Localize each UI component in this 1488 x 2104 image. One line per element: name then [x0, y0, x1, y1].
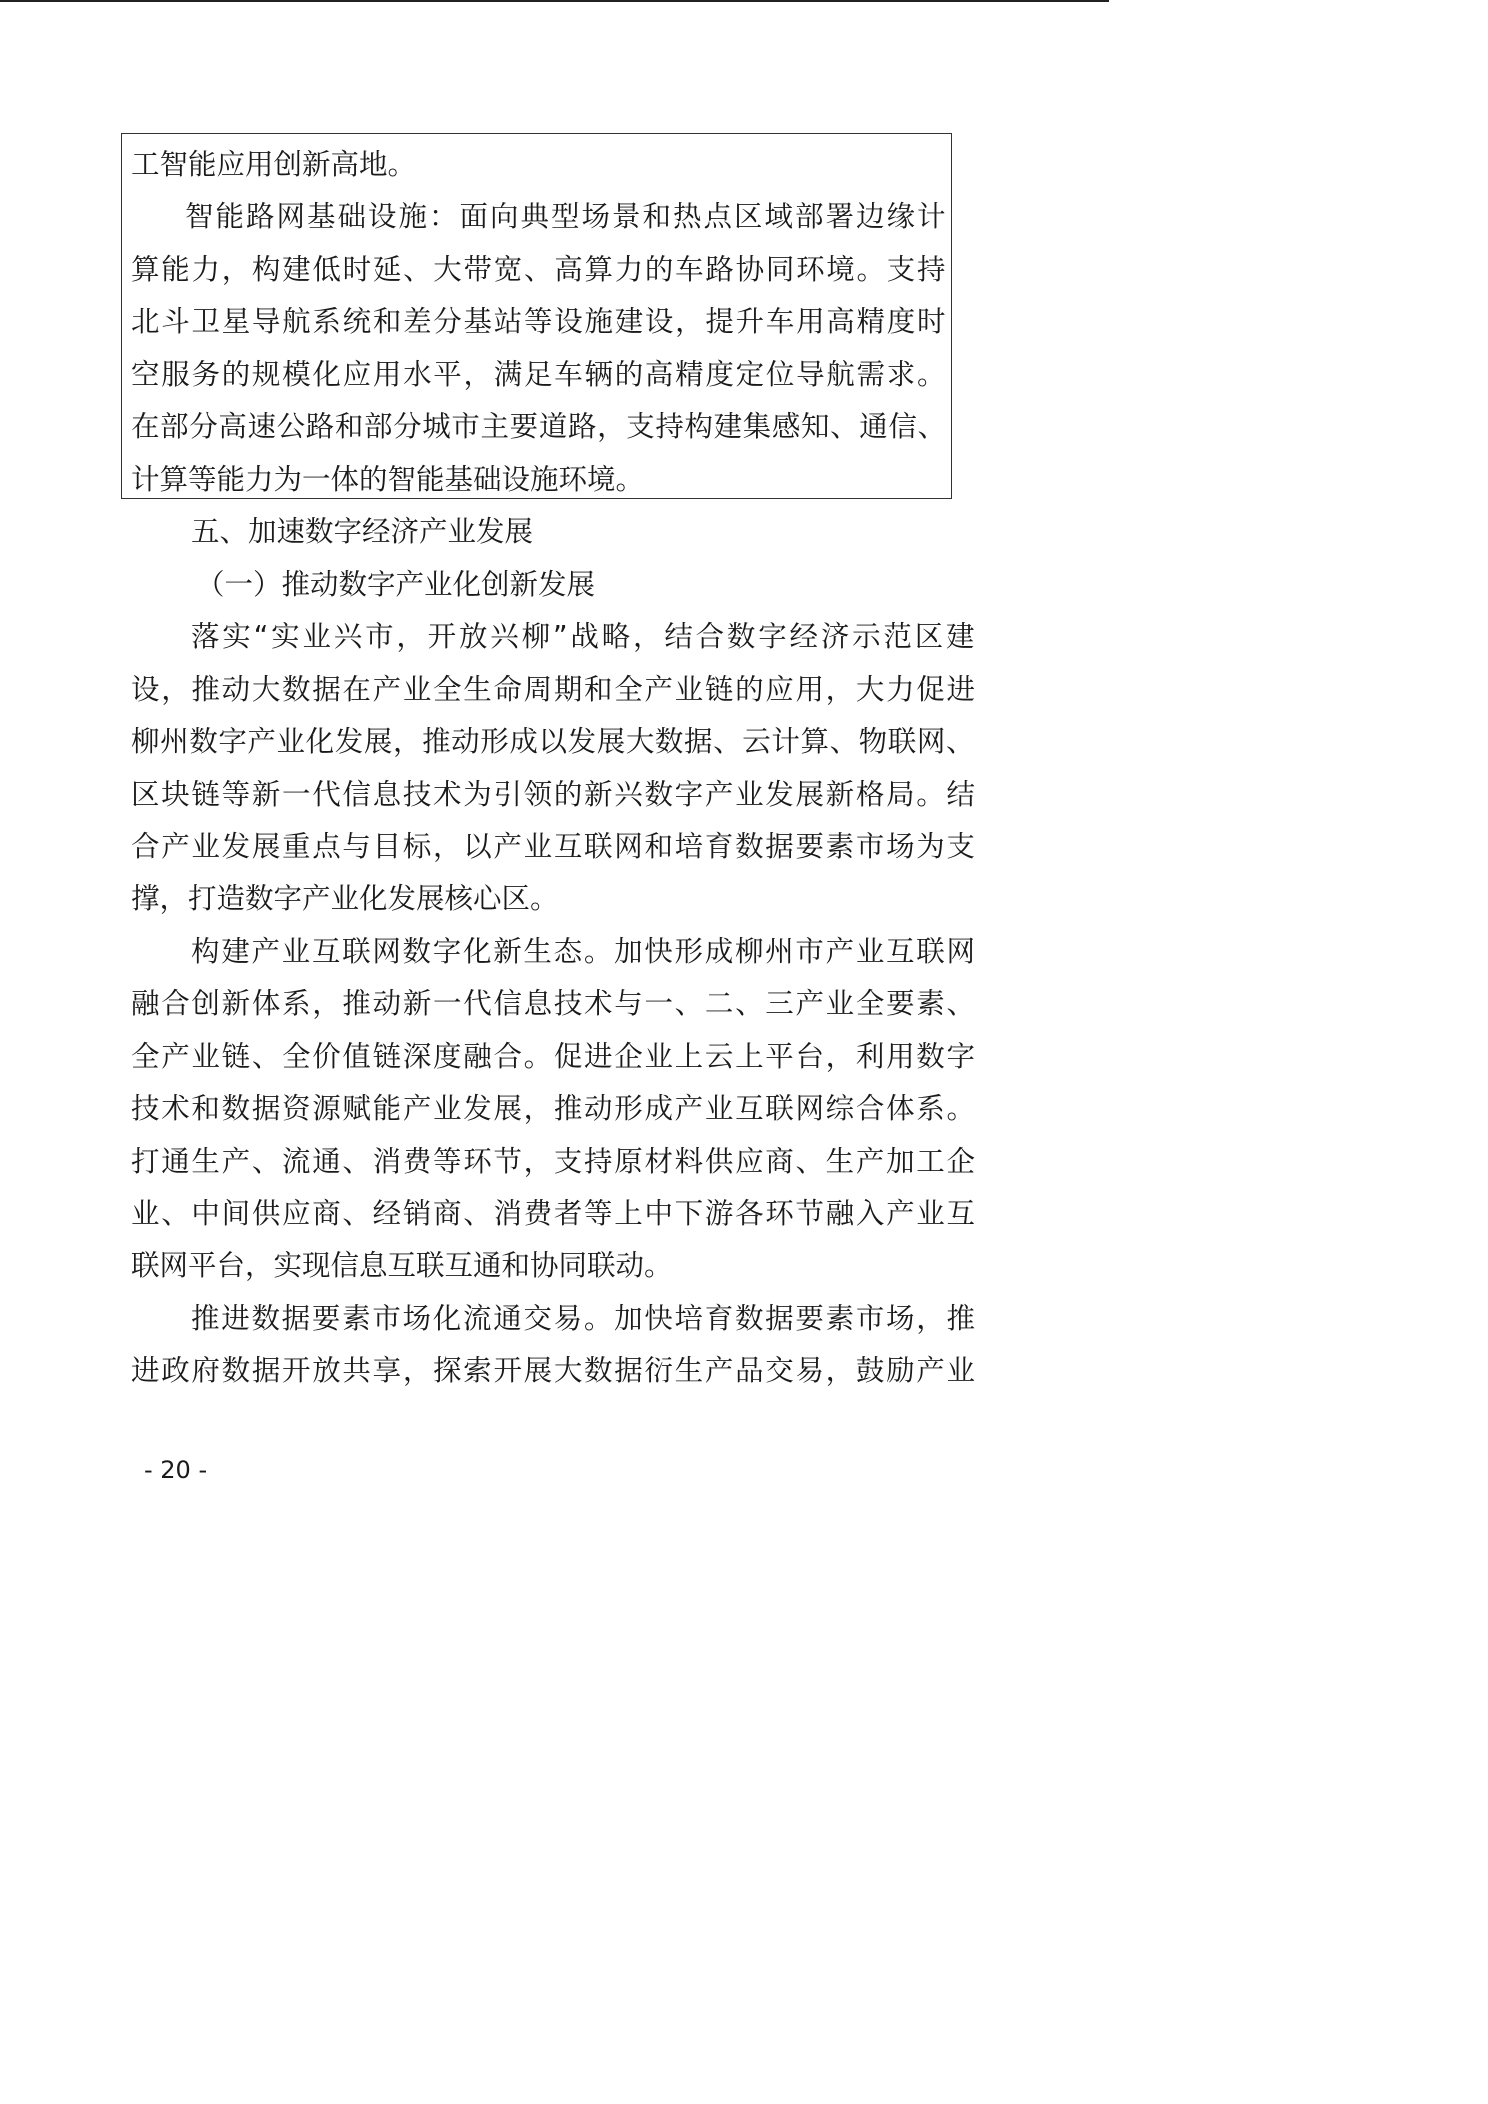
page-number: - 20 - [144, 1456, 208, 1484]
subsection-heading: （一）推动数字产业化创新发展 [196, 568, 596, 601]
box-line-5: 空服务的规模化应用水平，满足车辆的高精度定位导航需求。 [131, 358, 948, 391]
p2-line-6: 业、中间供应商、经销商、消费者等上中下游各环节融入产业互 [131, 1197, 977, 1230]
p2-line-1: 构建产业互联网数字化新生态。加快形成柳州市产业互联网 [191, 935, 977, 968]
box-line-6: 在部分高速公路和部分城市主要道路，支持构建集感知、通信、 [131, 410, 947, 443]
p2-line-2: 融合创新体系，推动新一代信息技术与一、二、三产业全要素、 [131, 987, 977, 1020]
box-line-4: 北斗卫星导航系统和差分基站等设施建设，提升车用高精度时 [131, 305, 948, 338]
section-heading: 五、加速数字经济产业发展 [191, 515, 534, 548]
box-line-7: 计算等能力为一体的智能基础设施环境。 [131, 463, 645, 496]
p1-line-4: 区块链等新一代信息技术为引领的新兴数字产业发展新格局。结 [131, 778, 977, 811]
top-border-rule [0, 0, 1109, 2]
p3-line-2: 进政府数据开放共享，探索开展大数据衍生产品交易，鼓励产业 [131, 1354, 977, 1387]
box-line-1: 工智能应用创新高地。 [131, 148, 417, 181]
box-line-2: 智能路网基础设施：面向典型场景和热点区域部署边缘计 [185, 200, 948, 233]
p2-line-4: 技术和数据资源赋能产业发展，推动形成产业互联网综合体系。 [131, 1092, 977, 1125]
box-line-3: 算能力，构建低时延、大带宽、高算力的车路协同环境。支持 [131, 253, 948, 286]
p1-line-2: 设，推动大数据在产业全生命周期和全产业链的应用，大力促进 [131, 673, 977, 706]
p1-line-5: 合产业发展重点与目标，以产业互联网和培育数据要素市场为支 [131, 830, 977, 863]
p2-line-7: 联网平台，实现信息互联互通和协同联动。 [131, 1249, 673, 1282]
p3-line-1: 推进数据要素市场化流通交易。加快培育数据要素市场，推 [191, 1302, 977, 1335]
p1-line-1: 落实“实业兴市，开放兴柳”战略，结合数字经济示范区建 [191, 620, 978, 653]
p1-line-3: 柳州数字产业化发展，推动形成以发展大数据、云计算、物联网、 [131, 725, 976, 758]
p2-line-5: 打通生产、流通、消费等环节，支持原材料供应商、生产加工企 [131, 1145, 977, 1178]
p2-line-3: 全产业链、全价值链深度融合。促进企业上云上平台，利用数字 [131, 1040, 977, 1073]
p1-line-6: 撑，打造数字产业化发展核心区。 [131, 882, 559, 915]
